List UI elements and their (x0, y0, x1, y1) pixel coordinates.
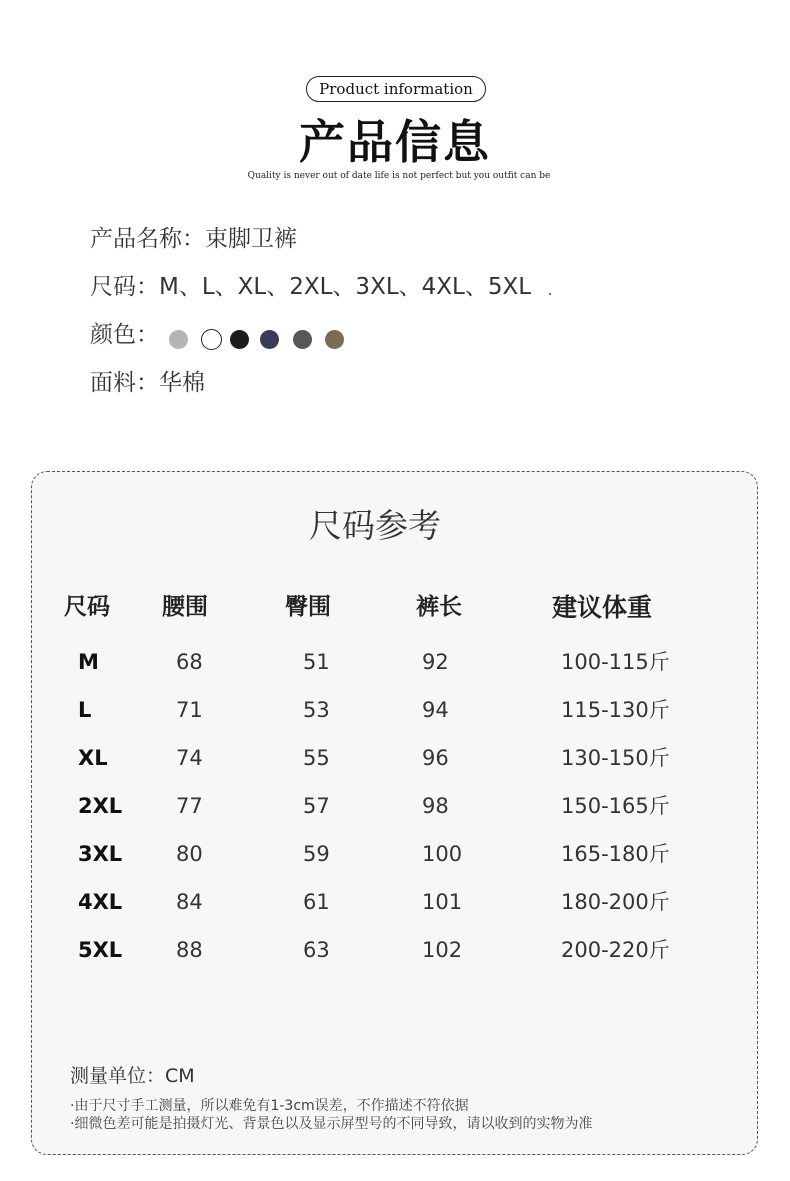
table-cell: 51 (303, 650, 330, 674)
table-cell: 61 (303, 890, 330, 914)
size-cell: 4XL (78, 890, 123, 914)
table-cell: 80 (176, 842, 203, 866)
header-size: 尺码 (64, 594, 110, 620)
table-cell: 100 (422, 842, 463, 866)
table-cell: 71 (176, 698, 203, 722)
table-cell: 150-165斤 (561, 794, 670, 818)
note-measurement-error: ·由于尺寸手工测量，所以难免有1-3cm误差，不作描述不符依据 (70, 1098, 469, 1114)
table-cell: 84 (176, 890, 203, 914)
size-cell: XL (78, 746, 108, 770)
product-fabric: 面料：华棉 (90, 370, 205, 396)
table-cell: 98 (422, 794, 449, 818)
table-cell: 57 (303, 794, 330, 818)
table-cell: 165-180斤 (561, 842, 670, 866)
product-information-pill: Product information (306, 76, 486, 102)
product-sizes: 尺码：M、L、XL、2XL、3XL、4XL、5XL (90, 274, 532, 300)
stray-dot (549, 293, 551, 295)
header-waist: 腰围 (162, 594, 208, 620)
table-cell: 102 (422, 938, 463, 962)
color-swatch (230, 330, 249, 349)
measurement-unit: 测量单位：CM (70, 1065, 195, 1087)
table-cell: 130-150斤 (561, 746, 670, 770)
table-cell: 200-220斤 (561, 938, 670, 962)
table-cell: 88 (176, 938, 203, 962)
table-cell: 59 (303, 842, 330, 866)
header-weight: 建议体重 (552, 593, 653, 622)
table-cell: 74 (176, 746, 203, 770)
color-label: 颜色： (90, 322, 159, 348)
note-color-difference: ·细微色差可能是拍摄灯光、背景色以及显示屏型号的不同导致，请以收到的实物为准 (70, 1116, 593, 1132)
color-swatch (260, 330, 279, 349)
header-length: 裤长 (416, 594, 462, 620)
table-cell: 68 (176, 650, 203, 674)
color-swatch (169, 330, 188, 349)
color-swatch (325, 330, 344, 349)
table-cell: 77 (176, 794, 203, 818)
size-cell: 3XL (78, 842, 123, 866)
size-cell: 2XL (78, 794, 123, 818)
table-cell: 94 (422, 698, 449, 722)
color-swatch (293, 330, 312, 349)
tagline: Quality is never out of date life is not perfect but you outfit can be (247, 171, 551, 181)
size-cell: L (78, 698, 92, 722)
size-chart-title: 尺码参考 (309, 506, 441, 545)
table-cell: 96 (422, 746, 449, 770)
table-cell: 92 (422, 650, 449, 674)
table-cell: 180-200斤 (561, 890, 670, 914)
header-hip: 臀围 (285, 594, 331, 620)
table-cell: 115-130斤 (561, 698, 670, 722)
product-name: 产品名称：束脚卫裤 (90, 226, 297, 252)
page-title: 产品信息 (299, 115, 491, 169)
table-cell: 63 (303, 938, 330, 962)
size-cell: M (78, 650, 99, 674)
size-cell: 5XL (78, 938, 123, 962)
table-cell: 53 (303, 698, 330, 722)
color-swatch (201, 329, 222, 350)
table-cell: 55 (303, 746, 330, 770)
table-cell: 100-115斤 (561, 650, 670, 674)
table-cell: 101 (422, 890, 463, 914)
